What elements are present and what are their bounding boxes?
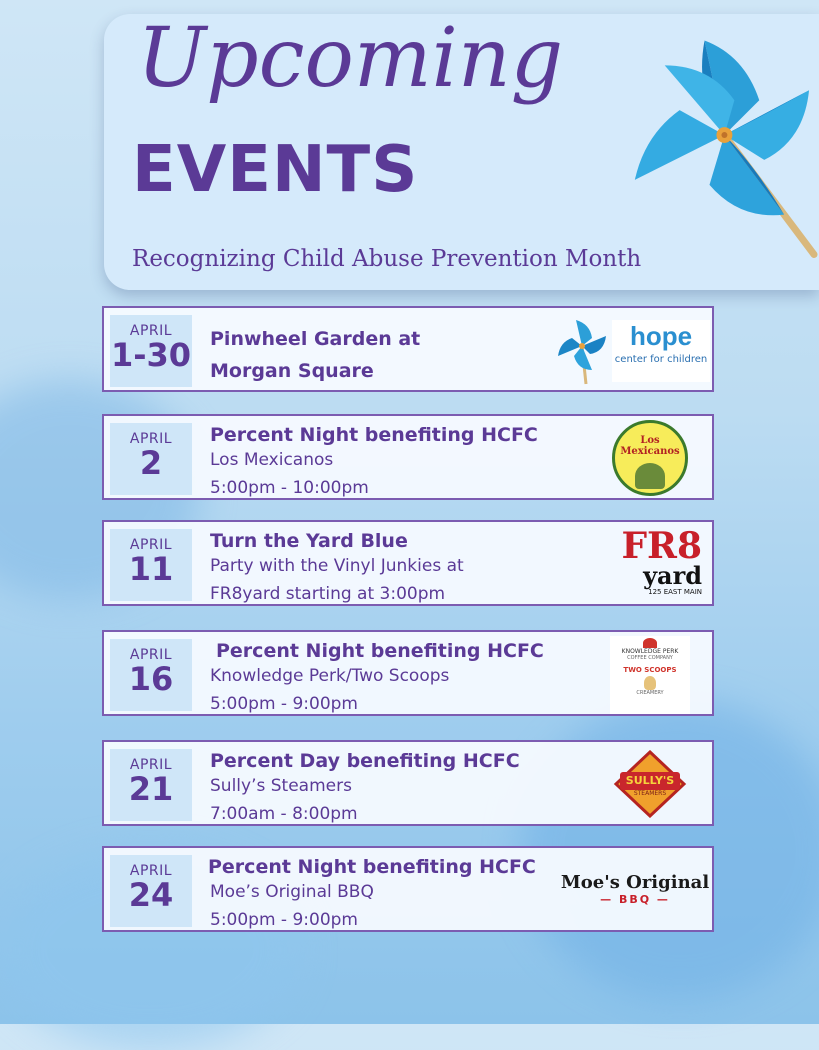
event-title: Percent Night benefiting HCFC xyxy=(210,424,538,446)
event-month: APRIL xyxy=(129,757,173,773)
date-box xyxy=(110,315,192,387)
event-card xyxy=(102,846,714,932)
event-day: 1-30 xyxy=(110,336,192,374)
sullys-text: SULLY'S xyxy=(625,774,675,787)
event-day: 16 xyxy=(128,660,174,698)
moes-text: Moe's Original xyxy=(560,872,710,893)
date-box xyxy=(110,639,192,711)
moes-bbq-row: — BBQ — xyxy=(600,893,670,906)
event-month: APRIL xyxy=(129,323,173,339)
event-title: Percent Night benefiting HCFC xyxy=(208,856,536,878)
event-venue: Moe’s Original BBQ xyxy=(210,882,374,902)
cactus-icon xyxy=(635,463,665,489)
fr8-text: FR8 xyxy=(621,525,702,567)
event-month: APRIL xyxy=(129,431,173,447)
event-day: 24 xyxy=(128,876,174,914)
event-venue: Los Mexicanos xyxy=(210,450,334,470)
event-time: 5:00pm - 10:00pm xyxy=(210,478,369,498)
bbq-text: BBQ xyxy=(618,893,652,906)
cup-icon xyxy=(643,638,657,648)
date-box xyxy=(110,855,192,927)
hope-logo-subtext: center for children xyxy=(614,353,708,365)
event-card xyxy=(102,630,714,716)
creamery-text: CREAMERY xyxy=(636,690,664,696)
two-scoops-text: TWO SCOOPS xyxy=(623,666,677,674)
event-card xyxy=(102,520,714,606)
event-month: APRIL xyxy=(129,537,173,553)
pinwheel-small-icon xyxy=(556,314,608,386)
fr8yard-logo xyxy=(598,525,702,600)
event-title: Percent Day benefiting HCFC xyxy=(210,750,520,772)
title-events: EVENTS xyxy=(132,133,419,207)
event-day: 2 xyxy=(139,444,163,482)
steamers-text: STEAMERS xyxy=(633,790,667,797)
pinwheel-icon xyxy=(600,30,819,260)
event-card xyxy=(102,740,714,826)
event-month: APRIL xyxy=(129,647,173,663)
moes-bbq-logo xyxy=(560,872,710,922)
event-month: APRIL xyxy=(129,863,173,879)
subtitle: Recognizing Child Abuse Prevention Month xyxy=(132,246,642,272)
knowledge-perk-subtext: COFFEE COMPANY xyxy=(627,655,673,661)
event-venue: Knowledge Perk/Two Scoops xyxy=(210,666,450,686)
event-description: Party with the Vinyl Junkies at xyxy=(210,556,464,576)
event-title: Turn the Yard Blue xyxy=(210,530,408,552)
event-card xyxy=(102,306,714,392)
event-title: Pinwheel Garden at xyxy=(210,328,421,350)
hope-logo xyxy=(612,320,710,382)
date-box xyxy=(110,749,192,821)
event-card xyxy=(102,414,714,500)
event-time: 5:00pm - 9:00pm xyxy=(210,910,358,930)
los-mexicanos-logo xyxy=(612,420,688,496)
date-box xyxy=(110,529,192,601)
fr8-address: 125 EAST MAIN xyxy=(648,588,702,596)
ice-cream-icon xyxy=(644,676,656,690)
event-title: Percent Night benefiting HCFC xyxy=(216,640,544,662)
sullys-steamers-logo xyxy=(612,750,688,818)
knowledge-perk-text: KNOWLEDGE PERK xyxy=(621,648,679,655)
knowledge-perk-two-scoops-logo xyxy=(610,636,690,714)
title-upcoming: Upcoming xyxy=(137,11,564,106)
event-title-line2: Morgan Square xyxy=(210,360,374,382)
event-day: 21 xyxy=(128,770,174,808)
event-description-line2: FR8yard starting at 3:00pm xyxy=(210,584,446,604)
los-mexicanos-text: Los Mexicanos xyxy=(620,435,680,457)
event-time: 5:00pm - 9:00pm xyxy=(210,694,358,714)
hope-logo-text: hope xyxy=(629,321,693,351)
event-day: 11 xyxy=(128,550,174,588)
date-box xyxy=(110,423,192,495)
event-time: 7:00am - 8:00pm xyxy=(210,804,358,824)
event-venue: Sully’s Steamers xyxy=(210,776,352,796)
yard-text: yard xyxy=(643,561,702,590)
